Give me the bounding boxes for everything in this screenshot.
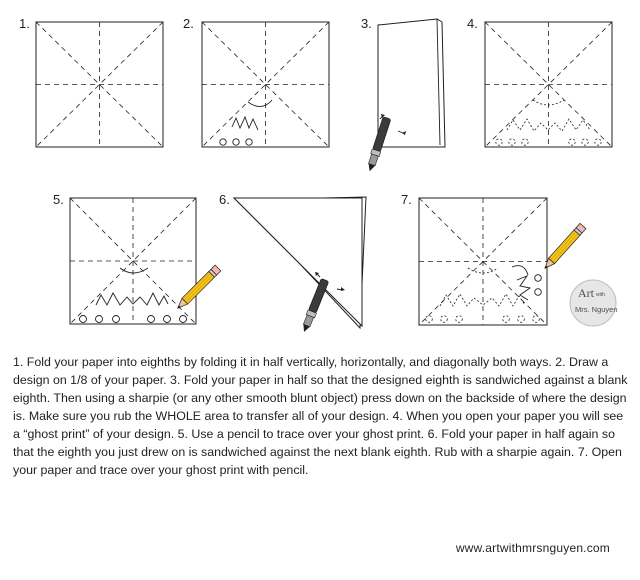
step-4-number: 4. <box>467 16 478 31</box>
step-5-number: 5. <box>53 192 64 207</box>
pencil-icon <box>542 223 586 271</box>
sharpie-icon <box>300 278 329 333</box>
step-1-number: 1. <box>19 16 30 31</box>
step-7 <box>401 192 586 325</box>
svg-text:with: with <box>596 292 605 298</box>
svg-text:Mrs. Nguyen: Mrs. Nguyen <box>575 305 618 314</box>
svg-text:Art: Art <box>578 286 594 300</box>
step-6 <box>219 192 366 334</box>
website-url[interactable]: www.artwithmrsnguyen.com <box>455 541 610 555</box>
step-1 <box>19 16 163 147</box>
brand-logo <box>570 280 618 326</box>
step-5 <box>53 192 221 324</box>
step-6-number: 6. <box>219 192 230 207</box>
instructions-text: 1. Fold your paper into eighths by folding it in half vertically, horizontally, and diagonally both ways. 2. Draw a design on 1/8 of your paper. 3. Fold your paper in half so that the designed eighth is sandwiched against a blank eighth. Then using a sharpie (or any other smooth blunt object) press down on the backside of where the design is. Make sure you rub the WHOLE area to transfer all of your design. 4. When you open your paper you will see a “ghost print” of your design. 5. Use a pencil to trace over your ghost print. 6. Fold your paper in half again so that the eighth you just drew on is sandwiched against the next blank eighth. Rub with a sharpie again. 7. Open your paper and trace over your ghost print with pencil. <box>13 355 628 477</box>
step-2 <box>183 16 329 147</box>
step-3 <box>361 16 445 173</box>
step-2-number: 2. <box>183 16 194 31</box>
step-3-number: 3. <box>361 16 372 31</box>
step-4 <box>467 16 612 147</box>
step-7-number: 7. <box>401 192 412 207</box>
